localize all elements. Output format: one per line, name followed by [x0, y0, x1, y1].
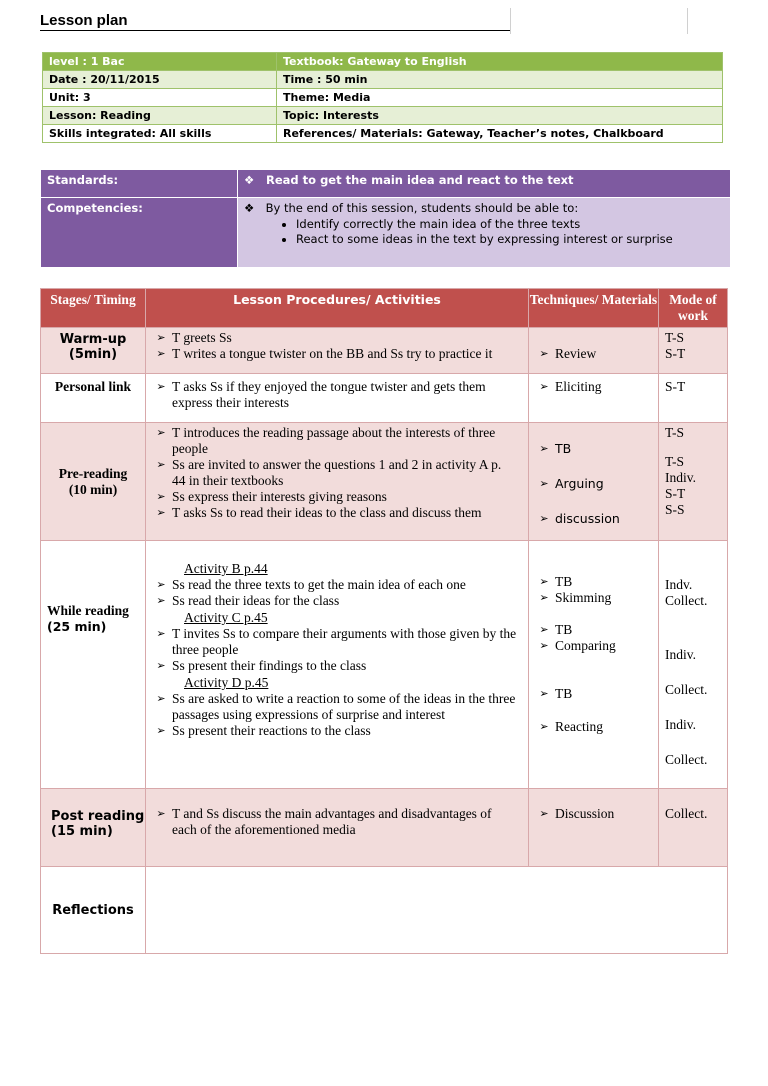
mode-cell [659, 541, 728, 789]
arrow-bullet-icon: ➢ [156, 458, 166, 471]
activity-item: T greets Ss [172, 330, 232, 345]
activities-cell [146, 423, 529, 541]
header-divider [687, 8, 688, 34]
arrow-bullet-icon: ➢ [156, 692, 166, 705]
info-row [43, 107, 723, 125]
mode-item: T-S [665, 330, 685, 345]
stage-name: Personal link [54, 379, 132, 394]
info-level: level : 1 Bac [43, 53, 277, 71]
mode-item: Collect. [665, 682, 708, 697]
technique-item: Review [555, 346, 597, 361]
mode-item: T-S [665, 454, 685, 469]
competencies-list [244, 217, 724, 246]
activity-item: Ss read their ideas for the class [172, 593, 340, 608]
info-references: References/ Materials: Gateway, Teacher’s notes, Chalkboard [277, 125, 723, 143]
arrow-bullet-icon: ➢ [539, 380, 549, 393]
techniques-cell [529, 328, 659, 374]
info-date: Date : 20/11/2015 [43, 71, 277, 89]
techniques-cell [529, 541, 659, 789]
activity-item: T writes a tongue twister on the BB and Ss try to practice it [172, 346, 493, 361]
stage-prereading [41, 423, 146, 541]
mode-item: Collect. [665, 593, 708, 608]
page-title: Lesson plan [40, 12, 128, 29]
stage-timing: (5min) [68, 347, 118, 362]
title-underline [40, 30, 510, 31]
stage-name: Warm-up [59, 332, 127, 347]
technique-item: Discussion [555, 806, 615, 821]
info-time: Time : 50 min [277, 71, 723, 89]
mode-cell [659, 328, 728, 374]
header-activities: Lesson Procedures/ Activities [146, 289, 529, 328]
mode-item: Collect. [665, 752, 708, 767]
list-item: • React to some ideas in the text by expressing interest or surprise [296, 232, 724, 246]
arrow-bullet-icon: ➢ [156, 490, 166, 503]
table-row [41, 789, 728, 867]
stage-reflections [41, 867, 146, 954]
stage-warmup [41, 328, 146, 374]
activity-item: Ss present their findings to the class [172, 658, 367, 673]
mode-cell [659, 423, 728, 541]
technique-item: Eliciting [555, 379, 602, 394]
stage-name: While reading [47, 603, 129, 618]
stage-personal-link [41, 374, 146, 423]
stage-name: Pre-reading [58, 465, 128, 481]
activity-item: Ss read the three texts to get the main idea of each one [172, 577, 466, 592]
standards-cell [238, 170, 731, 198]
diamond-bullet-icon: ❖ [244, 201, 255, 215]
arrow-bullet-icon: ➢ [539, 807, 549, 820]
activity-item: T invites Ss to compare their arguments with those given by the three people [172, 626, 517, 657]
technique-item: Comparing [555, 638, 616, 653]
arrow-bullet-icon: ➢ [539, 575, 549, 588]
arrow-bullet-icon: ➢ [539, 512, 549, 525]
arrow-bullet-icon: ➢ [539, 623, 549, 636]
activity-item: Ss are asked to write a reaction to some of the ideas in the three passages using expressions of surprise and interest [172, 691, 516, 722]
activities-cell [146, 374, 529, 423]
arrow-bullet-icon: ➢ [156, 347, 166, 360]
info-textbook: Textbook: Gateway to English [277, 53, 723, 71]
info-skills: Skills integrated: All skills [43, 125, 277, 143]
activities-cell [146, 541, 529, 789]
technique-item: TB [555, 686, 573, 701]
info-row [43, 53, 723, 71]
mode-item: Indiv. [665, 470, 696, 485]
header-techniques: Techniques/ Materials [529, 289, 659, 328]
mode-item: Collect. [665, 806, 708, 821]
arrow-bullet-icon: ➢ [539, 720, 549, 733]
arrow-bullet-icon: ➢ [156, 380, 166, 393]
technique-item: Skimming [555, 590, 612, 605]
stage-timing: (25 min) [47, 619, 107, 634]
technique-item: TB [555, 574, 573, 589]
table-header-row [41, 289, 728, 328]
procedure-table [40, 288, 728, 954]
mode-cell [659, 789, 728, 867]
arrow-bullet-icon: ➢ [156, 506, 166, 519]
activity-b-heading: Activity B p.44 [184, 561, 268, 576]
info-row [43, 71, 723, 89]
techniques-cell [529, 374, 659, 423]
arrow-bullet-icon: ➢ [539, 477, 549, 490]
standards-table [40, 169, 731, 268]
table-row [41, 541, 728, 789]
mode-item: S-T [665, 346, 686, 361]
info-row [43, 125, 723, 143]
header-stages: Stages/ Timing [41, 289, 146, 328]
technique-item: TB [555, 441, 572, 456]
arrow-bullet-icon: ➢ [539, 591, 549, 604]
activity-item: T introduces the reading passage about the interests of three people [172, 425, 496, 456]
info-theme: Theme: Media [277, 89, 723, 107]
info-lesson: Lesson: Reading [43, 107, 277, 125]
mode-item: T-S [665, 425, 685, 440]
techniques-cell [529, 789, 659, 867]
arrow-bullet-icon: ➢ [156, 627, 166, 640]
competencies-intro: By the end of this session, students should be able to: [265, 201, 579, 215]
activity-item: T asks Ss to read their ideas to the class and discuss them [172, 505, 482, 520]
stage-while-reading [41, 541, 146, 789]
mode-item: S-T [665, 486, 686, 501]
arrow-bullet-icon: ➢ [539, 442, 549, 455]
mode-cell [659, 374, 728, 423]
competencies-cell [238, 198, 731, 268]
activity-d-heading: Activity D p.45 [184, 675, 269, 690]
activities-cell [146, 328, 529, 374]
mode-item: Indiv. [665, 647, 696, 662]
lesson-info-table [42, 52, 723, 143]
table-row [41, 328, 728, 374]
diamond-bullet-icon: ❖ [244, 173, 255, 187]
stage-name: Reflections [52, 902, 134, 918]
activity-item: Ss present their reactions to the class [172, 723, 371, 738]
techniques-cell [529, 423, 659, 541]
stage-post-reading [41, 789, 146, 867]
technique-item: Reacting [555, 719, 603, 734]
technique-item: TB [555, 622, 573, 637]
arrow-bullet-icon: ➢ [539, 347, 549, 360]
standards-label: Standards: [41, 170, 238, 198]
activity-item: T and Ss discuss the main advantages and disadvantages of each of the aforementioned media [172, 806, 492, 837]
list-item: • Identify correctly the main idea of the three texts [296, 217, 724, 231]
stage-name: Post reading [51, 809, 145, 824]
activity-c-heading: Activity C p.45 [184, 610, 268, 625]
table-row [41, 374, 728, 423]
table-row [41, 423, 728, 541]
arrow-bullet-icon: ➢ [156, 426, 166, 439]
standards-text: Read to get the main idea and react to the text [266, 173, 574, 187]
arrow-bullet-icon: ➢ [539, 639, 549, 652]
technique-item: Arguing [555, 476, 604, 491]
stage-timing: (15 min) [51, 824, 113, 839]
arrow-bullet-icon: ➢ [156, 724, 166, 737]
header-divider [510, 8, 511, 34]
mode-item: Indiv. [665, 717, 696, 732]
arrow-bullet-icon: ➢ [156, 331, 166, 344]
activity-item: T asks Ss if they enjoyed the tongue twister and gets them express their interests [172, 379, 486, 410]
info-topic: Topic: Interests [277, 107, 723, 125]
info-unit: Unit: 3 [43, 89, 277, 107]
mode-item: Indv. [665, 577, 693, 592]
mode-item: S-T [665, 379, 686, 394]
header-mode: Mode of work [659, 289, 728, 328]
activities-cell [146, 789, 529, 867]
arrow-bullet-icon: ➢ [156, 578, 166, 591]
arrow-bullet-icon: ➢ [539, 687, 549, 700]
table-row [41, 867, 728, 954]
arrow-bullet-icon: ➢ [156, 594, 166, 607]
info-row [43, 89, 723, 107]
technique-item: discussion [555, 511, 620, 526]
mode-item: S-S [665, 502, 685, 517]
arrow-bullet-icon: ➢ [156, 807, 166, 820]
arrow-bullet-icon: ➢ [156, 659, 166, 672]
competencies-label: Competencies: [41, 198, 238, 268]
activity-item: Ss are invited to answer the questions 1 and 2 in activity A p. 44 in their textbooks [172, 457, 502, 488]
stage-timing: (10 min) [68, 481, 118, 497]
reflections-cell [146, 867, 728, 954]
activity-item: Ss express their interests giving reasons [172, 489, 387, 504]
